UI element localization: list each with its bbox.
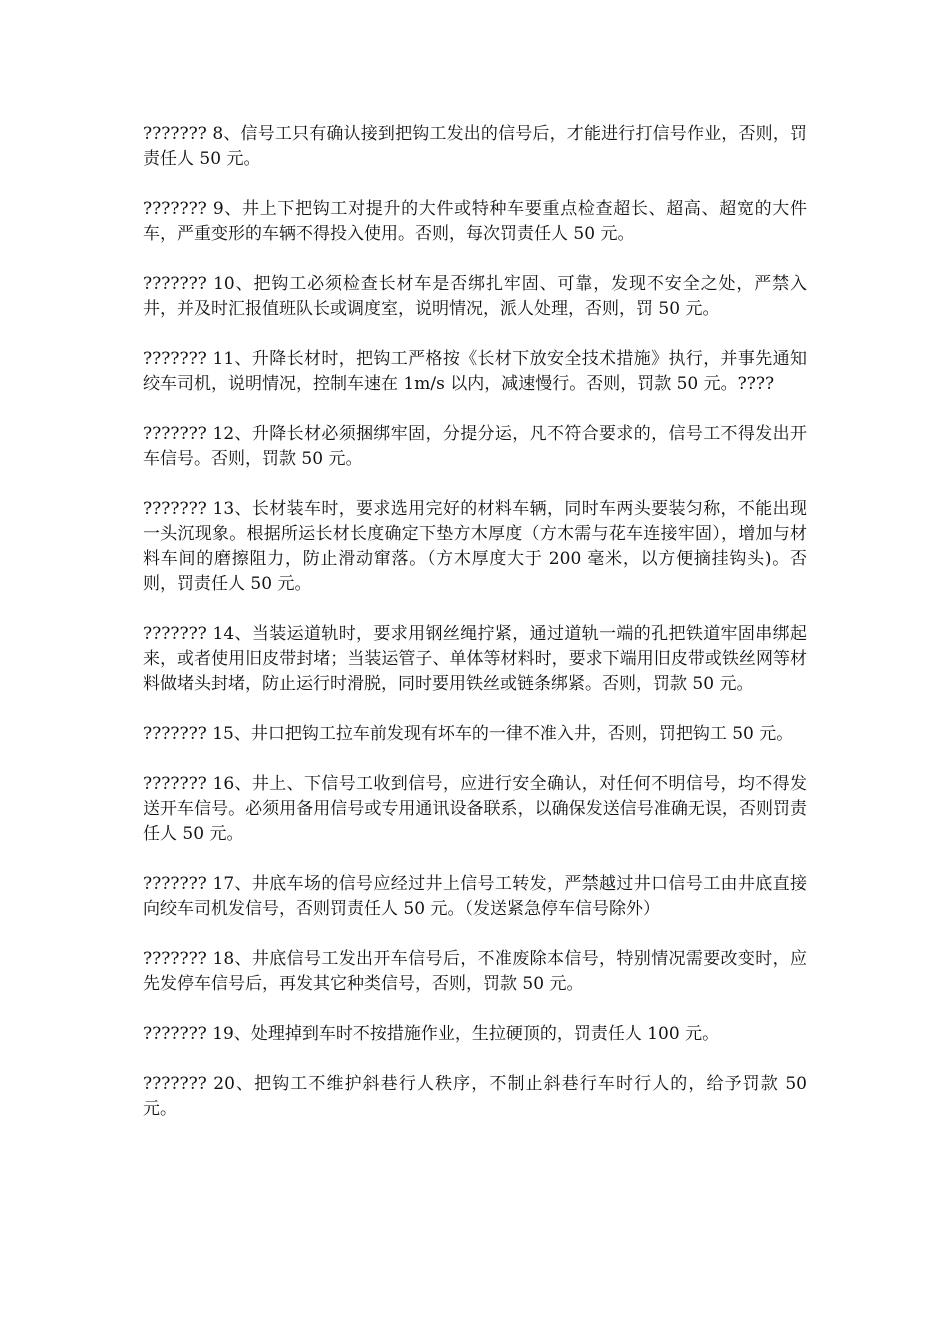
rule-paragraph-9: ??????? 9、井上下把钩工对提升的大件或特种车要重点检查超长、超高、超宽的大件车，严重变形的车辆不得投入使用。否则，每次罚责任人 50 元。 — [143, 199, 807, 244]
rule-paragraph-18: ??????? 18、井底信号工发出开车信号后，不准废除本信号，特别情况需要改变时，应先发停车信号后，再发其它种类信号，否则，罚款 50 元。 — [143, 949, 807, 994]
rule-paragraph-15: ??????? 15、井口把钩工拉车前发现有坏车的一律不准入井，否则，罚把钩工 50 元。 — [143, 724, 794, 744]
rule-paragraph-20: ??????? 20、把钩工不维护斜巷行人秩序，不制止斜巷行车时行人的，给予罚款 50 元。 — [143, 1074, 807, 1119]
rule-paragraph-13: ??????? 13、长材装车时，要求选用完好的材料车辆，同时车两头要装匀称，不能出现一头沉现象。根据所运长材长度确定下垫方木厚度（方木需与花车连接牢固），增加与材料车间的磨擦阻力，防止滑动窜落。（方木厚度大于 200 毫米，以方便摘挂钩头)。否则，罚责任人 50 元。 — [143, 499, 807, 594]
rule-paragraph-19: ??????? 19、处理掉到车时不按措施作业，生拉硬顶的，罚责任人 100 元。 — [143, 1024, 720, 1044]
rule-paragraph-12: ??????? 12、升降长材必须捆绑牢固，分提分运，凡不符合要求的，信号工不得发出开车信号。否则，罚款 50 元。 — [143, 424, 807, 469]
rule-paragraph-16: ??????? 16、井上、下信号工收到信号，应进行安全确认，对任何不明信号，均不得发送开车信号。必须用备用信号或专用通讯设备联系，以确保发送信号准确无误，否则罚责任人 50 元。 — [143, 774, 807, 844]
rule-paragraph-17: ??????? 17、井底车场的信号应经过井上信号工转发，严禁越过井口信号工由井底直接向绞车司机发信号，否则罚责任人 50 元。（发送紧急停车信号除外） — [143, 874, 807, 919]
rule-paragraph-10: ??????? 10、把钩工必须检查长材车是否绑扎牢固、可靠，发现不安全之处，严禁入井，并及时汇报值班队长或调度室，说明情况，派人处理，否则，罚 50 元。 — [143, 274, 807, 319]
rule-paragraph-8: ??????? 8、信号工只有确认接到把钩工发出的信号后，才能进行打信号作业，否则，罚责任人 50 元。 — [143, 124, 807, 169]
rule-paragraph-11: ??????? 11、升降长材时，把钩工严格按《长材下放安全技术措施》执行，并事先通知绞车司机，说明情况，控制车速在 1m/s 以内，减速慢行。否则，罚款 50 元。???? — [143, 349, 807, 394]
document-body — [143, 122, 807, 1147]
rule-paragraph-14: ??????? 14、当装运道轨时，要求用钢丝绳拧紧，通过道轨一端的孔把铁道牢固串绑起来，或者使用旧皮带封堵；当装运管子、单体等材料时，要求下端用旧皮带或铁丝网等材料做堵头封堵，防止运行时滑脱，同时要用铁丝或链条绑紧。否则，罚款 50 元。 — [143, 624, 807, 694]
